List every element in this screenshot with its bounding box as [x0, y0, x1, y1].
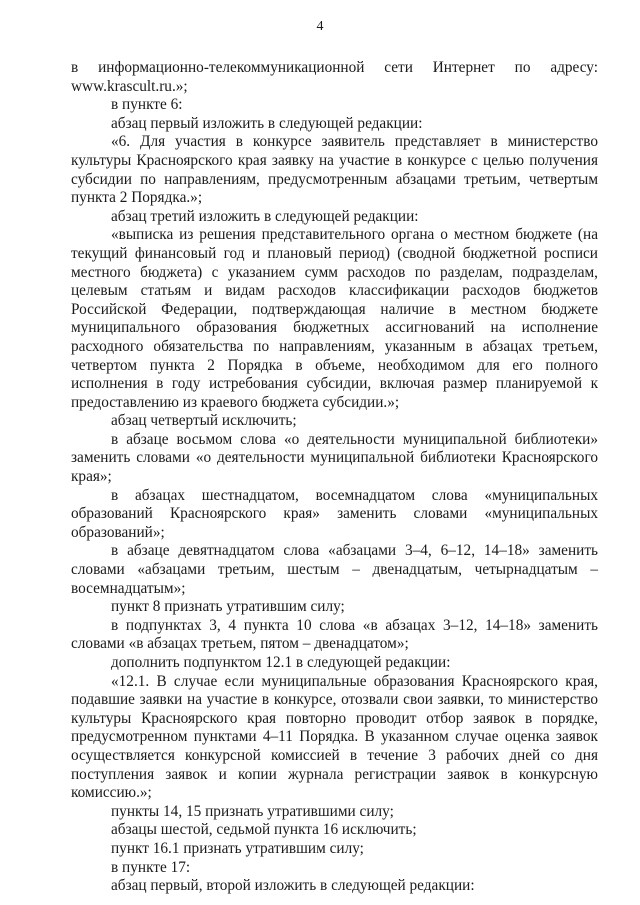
paragraph: в подпунктах 3, 4 пункта 10 слова «в абзацах 3–12, 14–18» заменить словами «в абзацах третьем, пятом – двенадцатом»;: [71, 616, 598, 653]
paragraph: пункт 8 признать утратившим силу;: [111, 598, 345, 616]
paragraph: в абзаце восьмом слова «о деятельности муниципальной библиотеки» заменить словами «о деятельности муниципальной библиотеки Красноярского края»;: [71, 430, 598, 486]
paragraph: дополнить подпунктом 12.1 в следующей редакции:: [111, 654, 451, 671]
paragraph: пункты 14, 15 признать утратившими силу;: [111, 802, 394, 820]
paragraph-continuation: в информационно-телекоммуникационной сети Интернет по адресу: www.krascult.ru.»;: [71, 59, 598, 95]
paragraph: абзац первый изложить в следующей редакции:: [111, 114, 423, 132]
paragraph: «12.1. В случае если муниципальные образования Красноярского края, подавшие заявки на участие в конкурсе, отозвали свои заявки, то министерство культуры Красноярского края повторно проводит отбор заявок в порядке, предусмотренном пунктами 4–11 Порядка. В указанном случае оценка заявок осуществляется конкурсной комиссией в течение 3 рабочих дней со дня поступления заявок и копии журнала регистрации заявок в конкурсную комиссию.»;: [71, 672, 598, 802]
page-number: 4: [316, 19, 324, 34]
paragraph: в пункте 6:: [111, 96, 183, 114]
paragraph: абзац четвертый исключить;: [111, 412, 297, 430]
paragraph: в абзаце девятнадцатом слова «абзацами 3–4, 6–12, 14–18» заменить словами «абзацами третьим, шестым – двенадцатым, четырнадцатым – восемнадцатым»;: [71, 542, 598, 597]
paragraph: абзац первый, второй изложить в следующей редакции:: [111, 877, 475, 895]
paragraph: «выписка из решения представительного органа о местном бюджете (на текущий финансовый год и плановый период) (сводной бюджетной росписи местного бюджета) с указанием сумм расходов по разделам, подразделам, целевым статьям и видам расходов классификации расходов бюджетов Российской Федерации, подтверждающая наличие в местном бюджете муниципального образования бюджетных ассигнований на исполнение расходного обязательства по направлениям, указанным в абзацах третьем, четвертом пункта 2 Порядка в объеме, необходимом для его полного исполнения в году истребования субсидии, включая размер планируемой к предоставлению из краевого бюджета субсидии.»;: [71, 226, 598, 411]
paragraph: абзац третий изложить в следующей редакции:: [111, 207, 419, 225]
paragraph: пункт 16.1 признать утратившим силу;: [111, 839, 364, 857]
paragraph: абзацы шестой, седьмой пункта 16 исключить;: [111, 821, 417, 839]
document-body: [71, 59, 598, 896]
paragraph: в пункте 17:: [111, 858, 191, 876]
paragraph: в абзацах шестнадцатом, восемнадцатом слова «муниципальных образований Красноярского края» заменить словами «муниципальных образований»;: [71, 486, 598, 541]
paragraph: «6. Для участия в конкурсе заявитель представляет в министерство культуры Красноярского края заявку на участие в конкурсе с целью получения субсидии по направлениям, предусмотренным абзацами третьим, четвертым пункта 2 Порядка.»;: [71, 133, 598, 207]
